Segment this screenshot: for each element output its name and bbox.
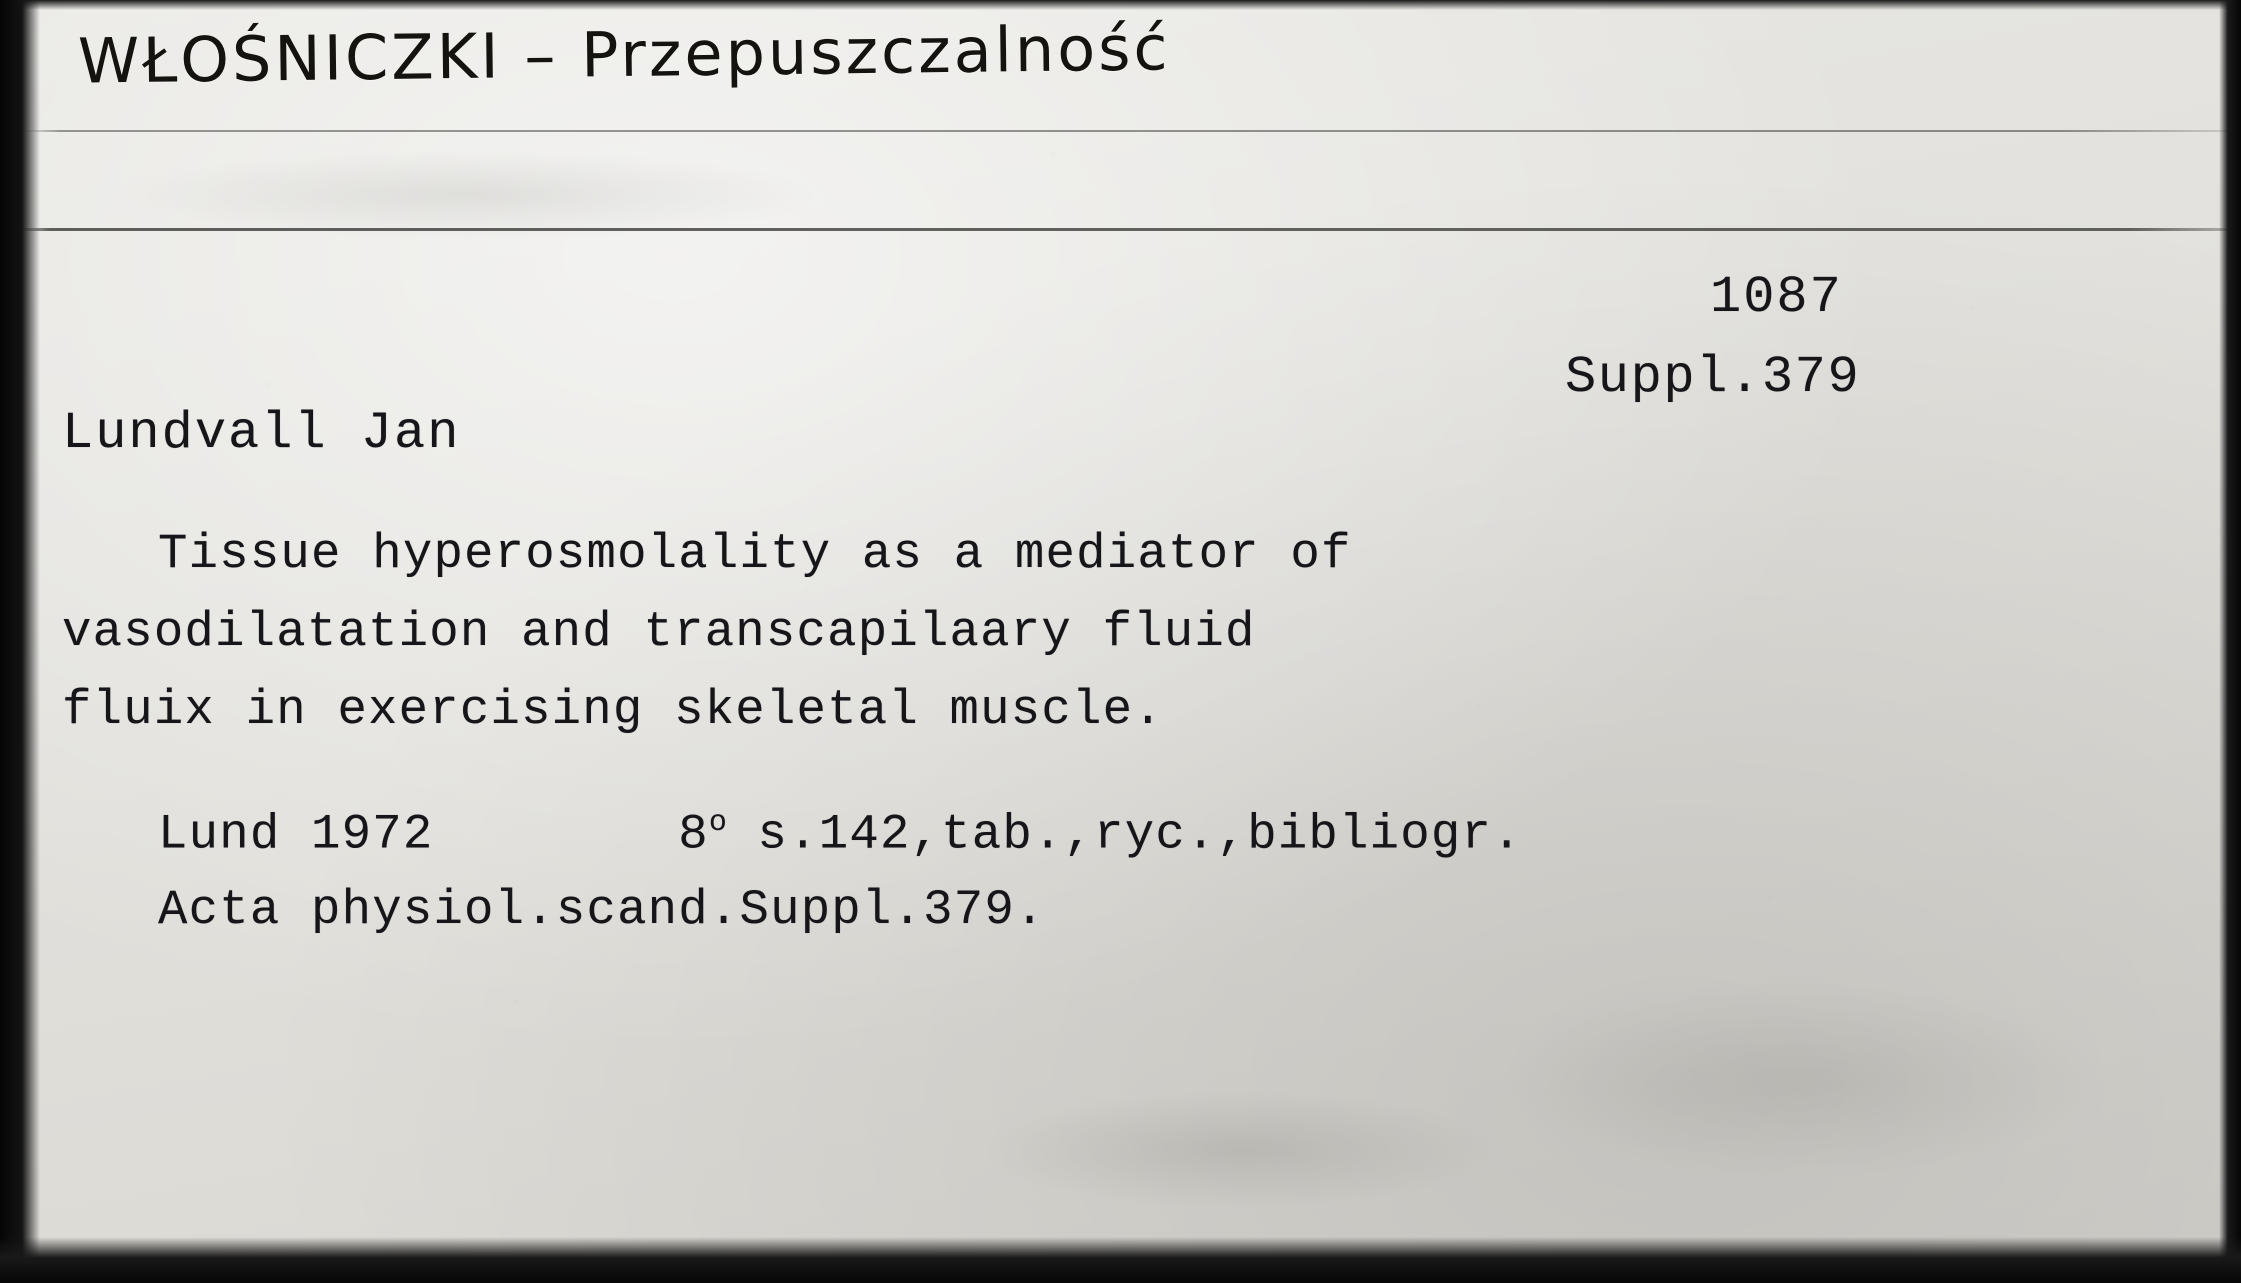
imprint-format: 8 <box>678 806 709 863</box>
title-line: vasodilatation and transcapilaary fluid <box>62 604 1256 660</box>
author-name: Lundvall Jan <box>62 404 461 463</box>
imprint-extent: s.142,tab.,ryc.,bibliogr. <box>757 806 1523 863</box>
source-note: Acta physiol.scand.Suppl.379. <box>158 882 1046 938</box>
title-line: Tissue hyperosmolality as a mediator of <box>158 526 1352 582</box>
handwritten-subject-heading: WŁOŚNICZKI – Przepuszczalność <box>77 11 1171 98</box>
series-number: Suppl.379 <box>1565 348 1861 407</box>
imprint-place-year: Lund 1972 <box>158 806 434 863</box>
imprint-format-superscript: o <box>708 806 727 840</box>
call-number: 1087 <box>1710 268 1843 327</box>
imprint-spacer <box>433 806 678 862</box>
title-line: fluix in exercising skeletal muscle. <box>62 682 1164 738</box>
imprint-spacer <box>727 806 758 862</box>
imprint-line <box>158 806 1523 863</box>
